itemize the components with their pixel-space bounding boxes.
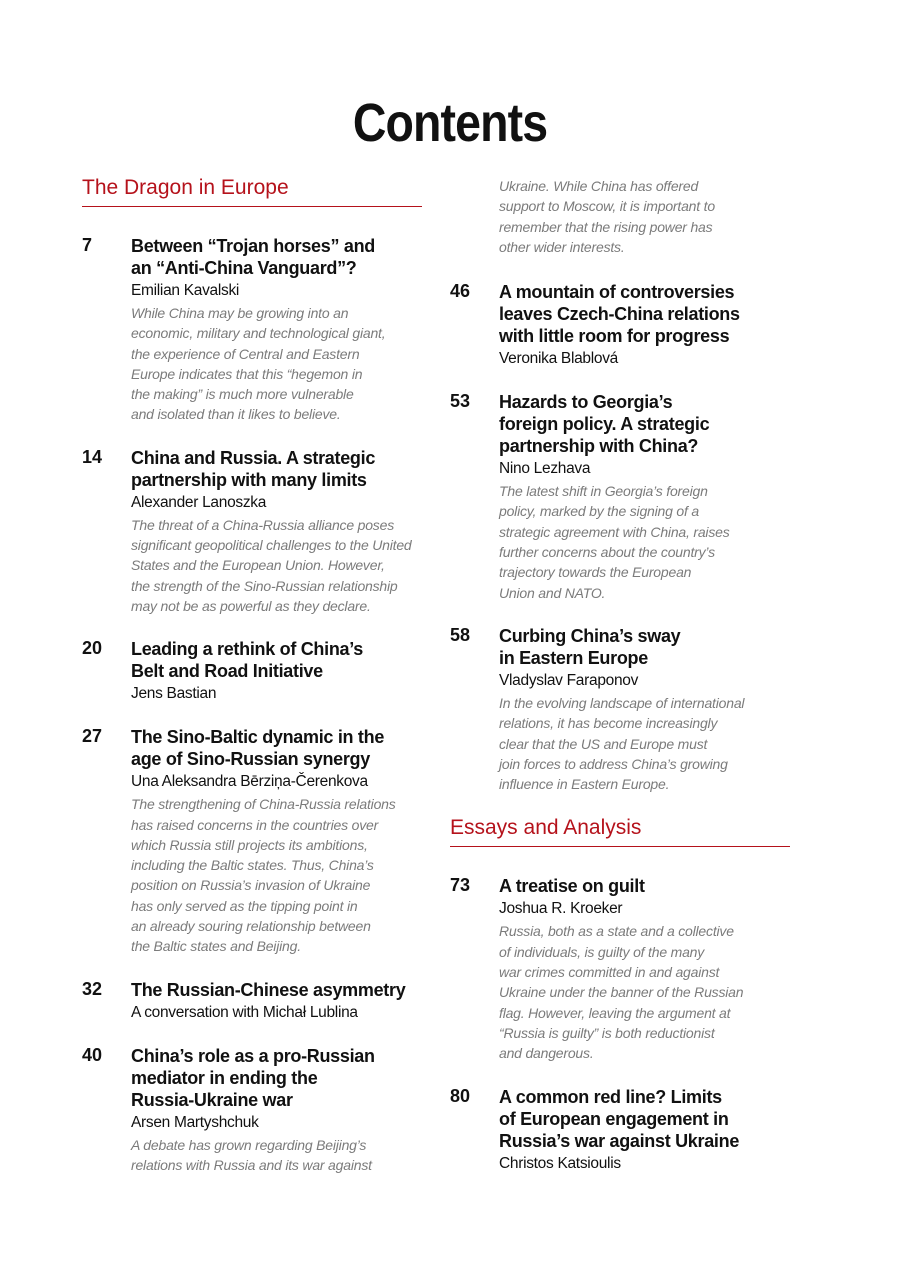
entry-author: Una Aleksandra Bērziņa-Čerenkova <box>131 773 368 791</box>
toc-entry[interactable] <box>82 979 427 1023</box>
entry-author: Vladyslav Faraponov <box>499 671 639 689</box>
entry-description: Russia, both as a state and a collective of individuals, is guilty of the many war crimes committed in and against Ukraine under the banner of the Russian flag. However, leaving the argument at “Russia is guilty” is both reductionist and dangerous. <box>499 923 744 1062</box>
entry-author: Alexander Lanoszka <box>131 493 267 511</box>
toc-entry[interactable] <box>450 875 795 1063</box>
entry-title: Between “Trojan horses” and an “Anti-China Vanguard”? <box>131 236 375 278</box>
page-number: 32 <box>82 978 103 999</box>
toc-entry[interactable] <box>450 625 795 794</box>
toc-entry[interactable] <box>82 726 427 956</box>
entry-description: The threat of a China-Russia alliance poses significant geopolitical challenges to the United States and the European Union. However, the strength of the Sino-Russian relationship may not be as powerful as they declare. <box>131 516 412 614</box>
entry-title: China’s role as a pro-Russian mediator in ending the Russia-Ukraine war <box>131 1045 375 1110</box>
right-column <box>450 176 795 1196</box>
entry-author: Arsen Martyshchuk <box>131 1113 259 1131</box>
entry-description: In the evolving landscape of international relations, it has become increasingly clear that the US and Europe must join forces to address China’s growing influence in Eastern Europe. <box>499 694 745 793</box>
entry-title: A common red line? Limits of European engagement in Russia’s war against Ukraine <box>499 1086 740 1151</box>
entry-author: Joshua R. Kroeker <box>499 900 623 918</box>
toc-entry[interactable] <box>82 1045 427 1176</box>
entry-title: A treatise on guilt <box>499 876 645 897</box>
toc-entry[interactable] <box>450 1086 795 1174</box>
toc-entry[interactable] <box>82 447 427 616</box>
section-heading-essays: Essays and Analysis <box>450 816 790 847</box>
toc-entry[interactable] <box>450 391 795 603</box>
page-number: 80 <box>450 1085 471 1106</box>
page-number: 20 <box>82 638 103 659</box>
page-number: 46 <box>450 281 471 302</box>
entry-title: China and Russia. A strategic partnership with many limits <box>131 447 376 490</box>
page-number: 40 <box>82 1044 103 1065</box>
toc-entry[interactable] <box>82 235 427 425</box>
entry-title: The Sino-Baltic dynamic in the age of Sino-Russian synergy <box>131 727 385 770</box>
page-number: 53 <box>450 391 471 412</box>
entry-author: Christos Katsioulis <box>499 1154 621 1172</box>
entry-author: Veronika Blablová <box>499 350 618 368</box>
entry-description-continued: Ukraine. While China has offered support to Moscow, it is important to remember that the rising power has other wider interests. <box>499 178 715 255</box>
toc-entry[interactable] <box>450 281 795 369</box>
entry-title: The Russian-Chinese asymmetry <box>131 979 406 1000</box>
entry-title: Curbing China’s sway in Eastern Europe <box>499 625 681 668</box>
page-number: 27 <box>82 726 103 747</box>
toc-entry[interactable] <box>82 638 427 704</box>
entry-description: The strengthening of China-Russia relations has raised concerns in the countries over which Russia still projects its ambitions, including the Baltic states. Thus, China’s position on Russia’s invasion of Ukraine has only served as the tipping point in an already souring relationship between the Baltic states and Beijing. <box>131 796 396 955</box>
entry-title: Leading a rethink of China’s Belt and Road Initiative <box>131 639 363 682</box>
entry-description: A debate has grown regarding Beijing’s relations with Russia and its war against <box>131 1136 372 1173</box>
page-number: 73 <box>450 875 471 896</box>
entry-title: Hazards to Georgia’s foreign policy. A strategic partnership with China? <box>499 392 710 457</box>
page-number: 58 <box>450 624 471 645</box>
page-number: 7 <box>82 235 93 255</box>
section-heading-dragon: The Dragon in Europe <box>82 176 422 207</box>
page-title: Contents <box>352 93 548 153</box>
entry-author: Nino Lezhava <box>499 460 591 478</box>
left-column <box>82 176 427 1197</box>
entry-author: Emilian Kavalski <box>131 282 240 299</box>
entry-title: A mountain of controversies leaves Czech-China relations with little room for progress <box>499 282 740 347</box>
page-number: 14 <box>82 446 103 467</box>
entry-author: Jens Bastian <box>131 685 217 703</box>
entry-author: A conversation with Michał Lublina <box>131 1003 358 1021</box>
entry-description: The latest shift in Georgia’s foreign policy, marked by the signing of a strategic agreement with China, raises further concerns about the country’s trajectory towards the European Union and NATO. <box>499 483 730 601</box>
entry-description: While China may be growing into an economic, military and technological giant, the experience of Central and Eastern Europe indicates that this “hegemon in the making” is much more vulnerable and isolated than it likes to believe. <box>131 305 386 423</box>
